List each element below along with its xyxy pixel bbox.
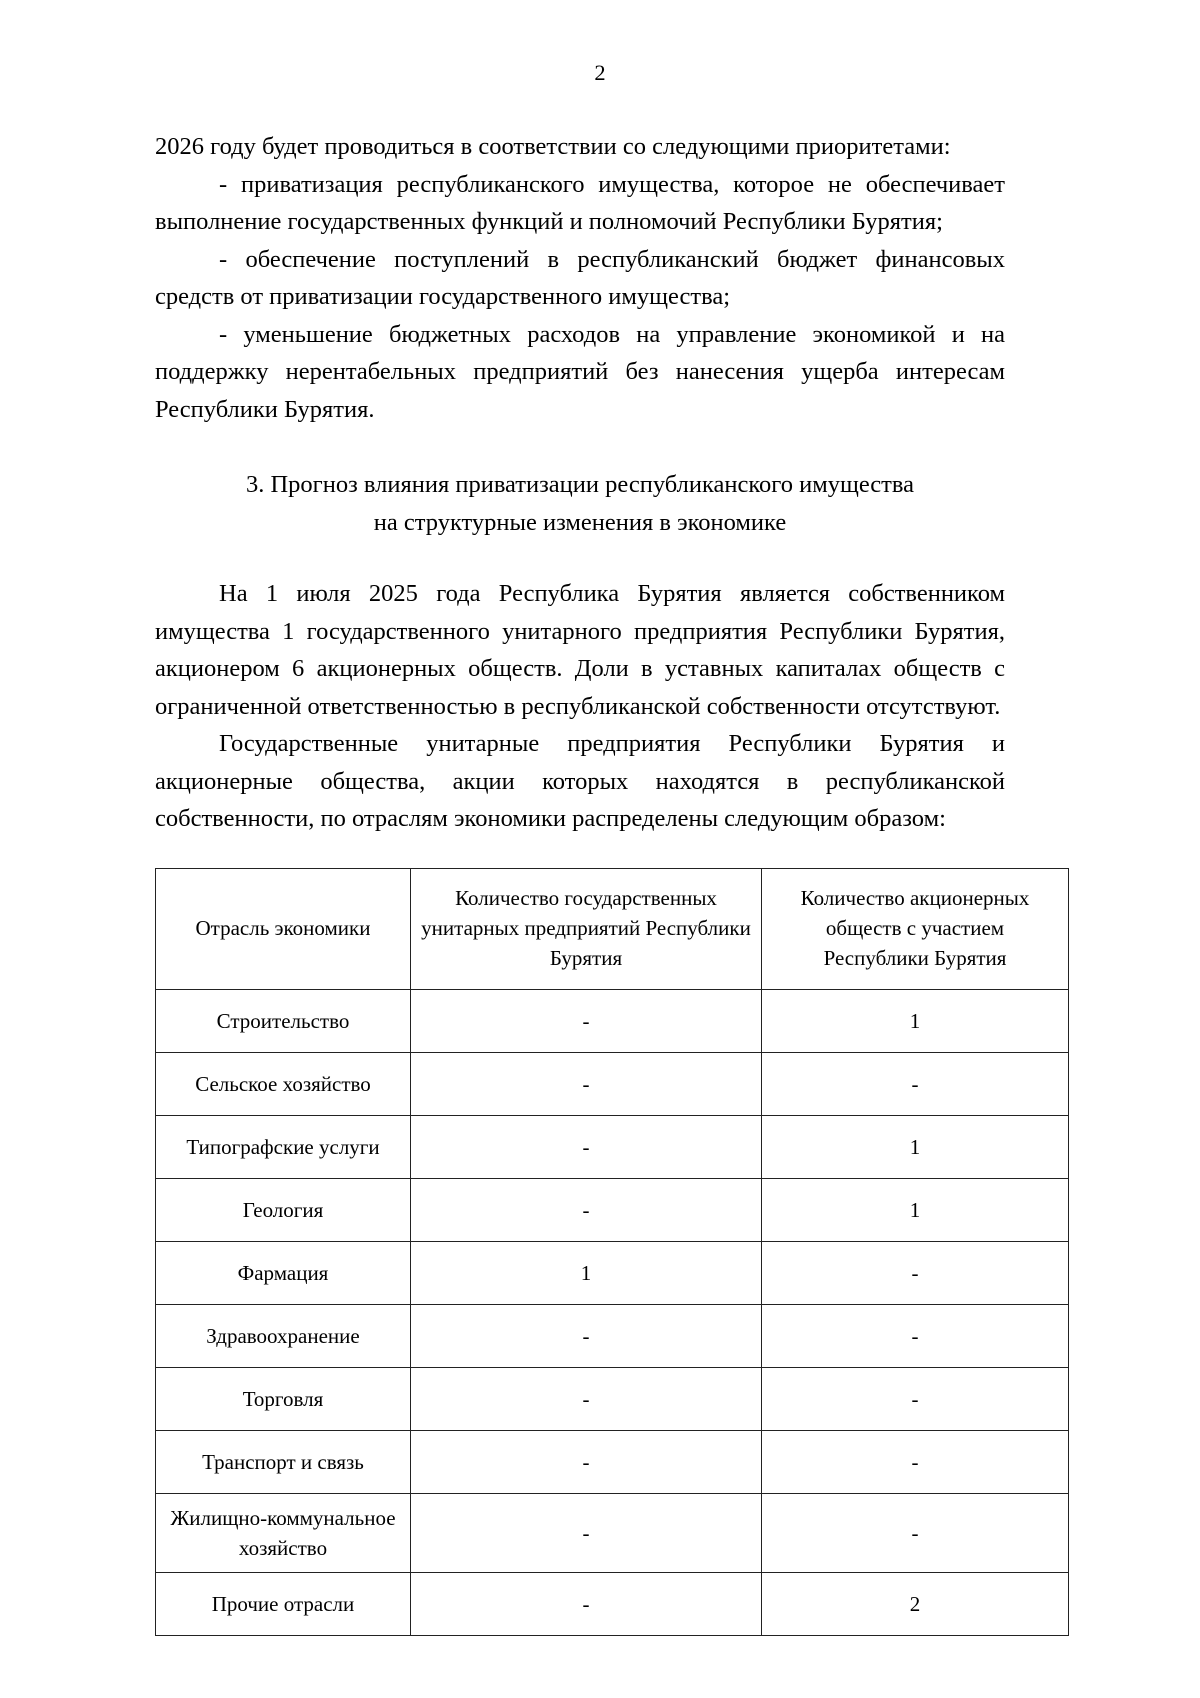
bullet-budget-revenue: - обеспечение поступлений в республиканский бюджет финансовых средств от приватизации государственного имущества; [155,245,1005,310]
bullet-privatization: - приватизация республиканского имущества, которое не обеспечивает выполнение государственных функций и полномочий Республики Бурятия; [155,170,1005,235]
table-row [156,1367,1069,1430]
paragraph-continuation: 2026 году будет проводиться в соответствии со следующими приоритетами: [155,133,951,160]
cell-joint-stock-count: - [762,1304,1069,1367]
cell-industry: Торговля [156,1367,411,1430]
page-number: 2 [594,60,606,85]
column-header-joint-stock: Количество акционерных обществ с участием Республики Бурятия [762,868,1069,989]
cell-unitary-count: - [411,1493,762,1572]
cell-joint-stock-count: 2 [762,1572,1069,1635]
cell-industry: Транспорт и связь [156,1430,411,1493]
cell-joint-stock-count: - [762,1052,1069,1115]
economy-sectors-table [155,868,1069,1636]
cell-unitary-count: 1 [411,1241,762,1304]
table-body [156,989,1069,1635]
cell-joint-stock-count: - [762,1430,1069,1493]
paragraph-ownership-status: На 1 июля 2025 года Республика Бурятия является собственником имущества 1 государственного унитарного предприятия Республики Бурятия, акционером 6 акционерных обществ. Доли в уставных капиталах обществ с ограниченной ответственностью в республиканской собственности отсутствуют. [155,580,1005,720]
cell-industry: Строительство [156,989,411,1052]
table-row [156,1052,1069,1115]
section-spacer [155,428,1005,466]
cell-joint-stock-count: - [762,1493,1069,1572]
table-row [156,1241,1069,1304]
cell-unitary-count: - [411,1430,762,1493]
cell-industry: Сельское хозяйство [156,1052,411,1115]
section-heading-line-2: на структурные изменения в экономике [373,508,787,536]
table-row [156,1493,1069,1572]
cell-industry: Геология [156,1178,411,1241]
cell-unitary-count: - [411,1304,762,1367]
table-header-row [156,868,1069,989]
heading-spacer [155,541,1005,575]
cell-unitary-count: - [411,1367,762,1430]
cell-industry: Здравоохранение [156,1304,411,1367]
column-header-unitary-enterprises: Количество государственных унитарных предприятий Республики Бурятия [411,868,762,989]
cell-industry: Типографские услуги [156,1115,411,1178]
table-row [156,1304,1069,1367]
cell-joint-stock-count: 1 [762,1178,1069,1241]
table-row [156,1572,1069,1635]
cell-industry: Прочие отрасли [156,1572,411,1635]
table-row [156,1178,1069,1241]
cell-unitary-count: - [411,1115,762,1178]
column-header-industry: Отрасль экономики [156,868,411,989]
section-heading-line-1: 3. Прогноз влияния приватизации республиканского имущества [245,471,915,498]
bullet-expense-reduction: - уменьшение бюджетных расходов на управление экономикой и на поддержку нерентабельных предприятий без нанесения ущерба интересам Республики Бурятия. [155,320,1005,423]
cell-industry: Жилищно-коммунальное хозяйство [156,1493,411,1572]
table-head [156,868,1069,989]
table-row [156,1115,1069,1178]
cell-industry: Фармация [156,1241,411,1304]
cell-unitary-count: - [411,1052,762,1115]
cell-unitary-count: - [411,1572,762,1635]
cell-joint-stock-count: - [762,1367,1069,1430]
cell-joint-stock-count: - [762,1241,1069,1304]
table-row [156,989,1069,1052]
cell-joint-stock-count: 1 [762,1115,1069,1178]
paragraph-distribution-intro: Государственные унитарные предприятия Республики Бурятия и акционерные общества, акции которых находятся в республиканской собственности, по отраслям экономики распределены следующим образом: [155,730,1005,832]
cell-joint-stock-count: 1 [762,989,1069,1052]
cell-unitary-count: - [411,1178,762,1241]
cell-unitary-count: - [411,989,762,1052]
table-row [156,1430,1069,1493]
document-body [155,128,1030,1636]
